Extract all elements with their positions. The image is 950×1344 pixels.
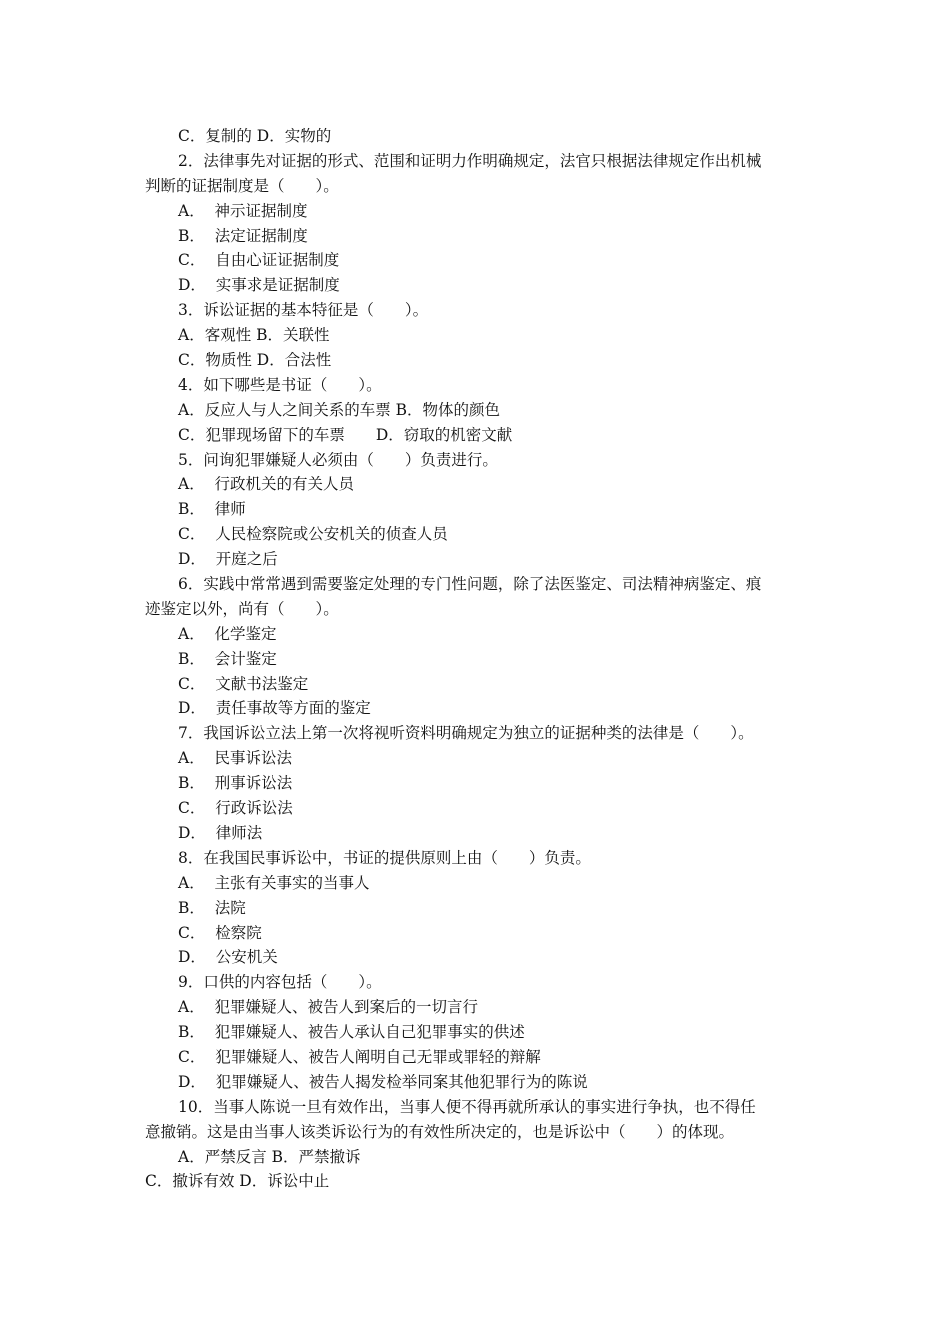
text-line: B． 法定证据制度: [178, 226, 308, 245]
text-line: A． 犯罪嫌疑人、被告人到案后的一切言行: [178, 998, 479, 1017]
text-line: 9．口供的内容包括（ ）。: [178, 973, 382, 992]
document-body: [145, 124, 808, 1194]
text-line: D． 责任事故等方面的鉴定: [178, 699, 371, 718]
text-line: B． 法院: [178, 898, 246, 917]
text-line: 判断的证据制度是（ ）。: [145, 176, 339, 195]
text-line: 10．当事人陈说一旦有效作出，当事人便不得再就所承认的事实进行争执，也不得任: [178, 1097, 756, 1116]
text-line: B． 会计鉴定: [178, 649, 277, 668]
text-line: C．物质性 D．合法性: [178, 351, 332, 370]
text-line: C．撤诉有效 D．诉讼中止: [145, 1172, 330, 1191]
text-line: A． 神示证据制度: [178, 201, 308, 220]
text-line: A．反应人与人之间关系的车票 B．物体的颜色: [178, 400, 501, 419]
text-line: 意撤销。这是由当事人该类诉讼行为的有效性所决定的，也是诉讼中（ ）的体现。: [145, 1122, 735, 1141]
text-line: B． 律师: [178, 500, 246, 519]
text-line: C． 犯罪嫌疑人、被告人阐明自己无罪或罪轻的辩解: [178, 1047, 541, 1066]
text-line: A． 化学鉴定: [178, 624, 277, 643]
text-line: D． 律师法: [178, 823, 263, 842]
text-line: B． 犯罪嫌疑人、被告人承认自己犯罪事实的供述: [178, 1023, 525, 1042]
text-line: 迹鉴定以外，尚有（ ）。: [145, 599, 339, 618]
text-line: D． 实事求是证据制度: [178, 276, 340, 295]
text-line: B． 刑事诉讼法: [178, 774, 293, 793]
text-line: A．严禁反言 B．严禁撤诉: [178, 1147, 361, 1166]
text-line: 6．实践中常常遇到需要鉴定处理的专门性问题，除了法医鉴定、司法精神病鉴定、痕: [178, 575, 762, 594]
text-line: 5．问询犯罪嫌疑人必须由（ ）负责进行。: [178, 450, 498, 469]
text-line: C． 人民检察院或公安机关的侦查人员: [178, 525, 448, 544]
text-line: D． 公安机关: [178, 948, 278, 967]
text-line: A． 主张有关事实的当事人: [178, 873, 370, 892]
text-line: 2．法律事先对证据的形式、范围和证明力作明确规定，法官只根据法律规定作出机械: [178, 151, 762, 170]
text-line: C． 检察院: [178, 923, 262, 942]
text-line: 7．我国诉讼立法上第一次将视听资料明确规定为独立的证据种类的法律是（ ）。: [178, 724, 754, 743]
text-line: C． 文献书法鉴定: [178, 674, 309, 693]
text-line: C． 自由心证证据制度: [178, 251, 340, 270]
text-line: C．犯罪现场留下的车票 D．窃取的机密文献: [178, 425, 513, 444]
text-line: 3．诉讼证据的基本特征是（ ）。: [178, 301, 429, 320]
text-line: A． 行政机关的有关人员: [178, 475, 355, 494]
text-line: A．客观性 B．关联性: [178, 326, 330, 345]
text-line: 4．如下哪些是书证（ ）。: [178, 375, 382, 394]
text-line: A． 民事诉讼法: [178, 749, 293, 768]
text-line: C．复制的 D．实物的: [178, 127, 332, 145]
text-line: C． 行政诉讼法: [178, 799, 293, 818]
text-line: D． 开庭之后: [178, 550, 278, 569]
text-line: D． 犯罪嫌疑人、被告人揭发检举同案其他犯罪行为的陈说: [178, 1072, 588, 1091]
text-line: 8．在我国民事诉讼中，书证的提供原则上由（ ）负责。: [178, 848, 591, 867]
